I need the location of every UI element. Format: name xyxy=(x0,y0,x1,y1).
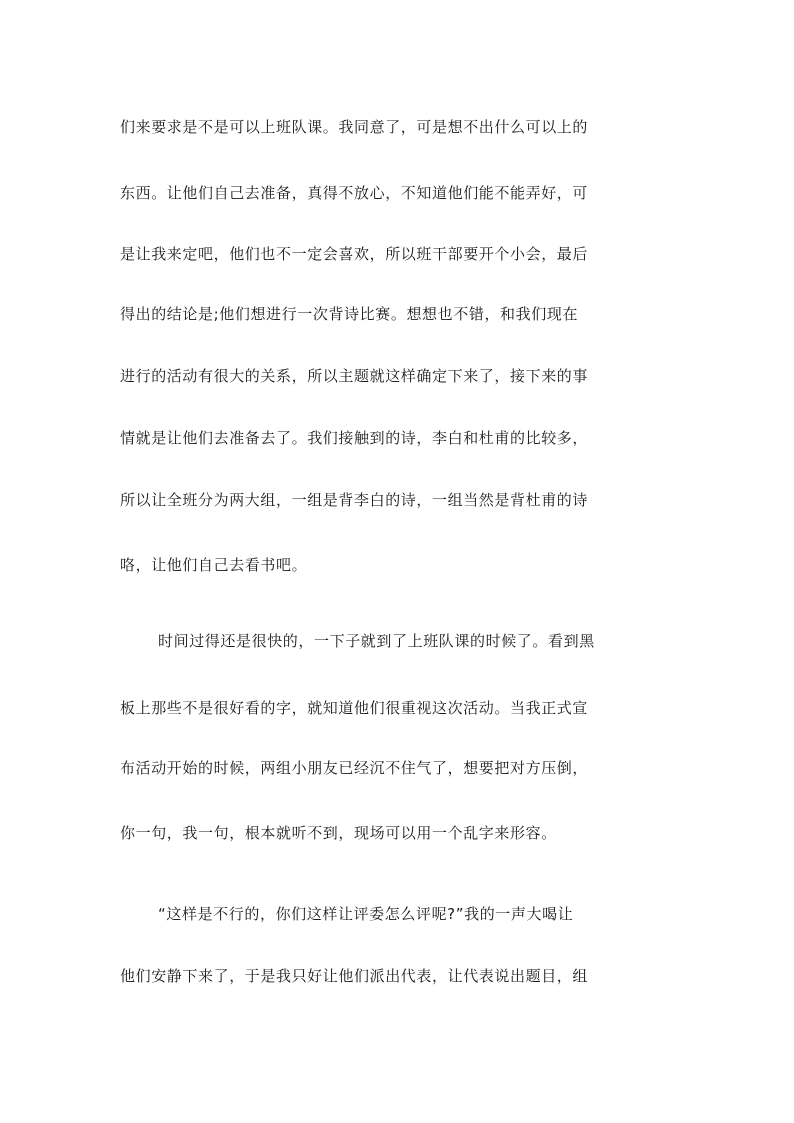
text-line: 你一句，我一句，根本就听不到，现场可以用一个乱字来形容。 xyxy=(120,824,557,842)
text-line: 们来要求是不是可以上班队课。我同意了，可是想不出什么可以上的 xyxy=(120,118,589,136)
text-line: 进行的活动有很大的关系，所以主题就这样确定下来了，接下来的事 xyxy=(120,367,589,385)
text-line: 情就是让他们去准备去了。我们接触到的诗，李白和杜甫的比较多， xyxy=(120,429,589,447)
text-line: 板上那些不是很好看的字，就知道他们很重视这次活动。当我正式宣 xyxy=(120,699,589,717)
text-line: 得出的结论是;他们想进行一次背诗比赛。想想也不错，和我们现在 xyxy=(120,305,579,323)
text-line: 所以让全班分为两大组，一组是背李白的诗，一组当然是背杜甫的诗 xyxy=(120,491,589,509)
text-line: 东西。让他们自己去准备，真得不放心，不知道他们能不能弄好，可 xyxy=(120,184,589,202)
text-line: 是让我来定吧，他们也不一定会喜欢，所以班干部要开个小会，最后 xyxy=(120,245,589,263)
text-line: 他们安静下来了，于是我只好让他们派出代表，让代表说出题目，组 xyxy=(120,967,589,985)
text-line: 布活动开始的时候，两组小朋友已经沉不住气了，想要把对方压倒， xyxy=(120,759,589,777)
paragraph-first-line: “这样是不行的，你们这样让评委怎么评呢?”我的一声大喝让 xyxy=(158,905,574,923)
text-line: 咯，让他们自己去看书吧。 xyxy=(120,556,308,574)
paragraph-first-line: 时间过得还是很快的，一下子就到了上班队课的时候了。看到黑 xyxy=(158,632,595,650)
